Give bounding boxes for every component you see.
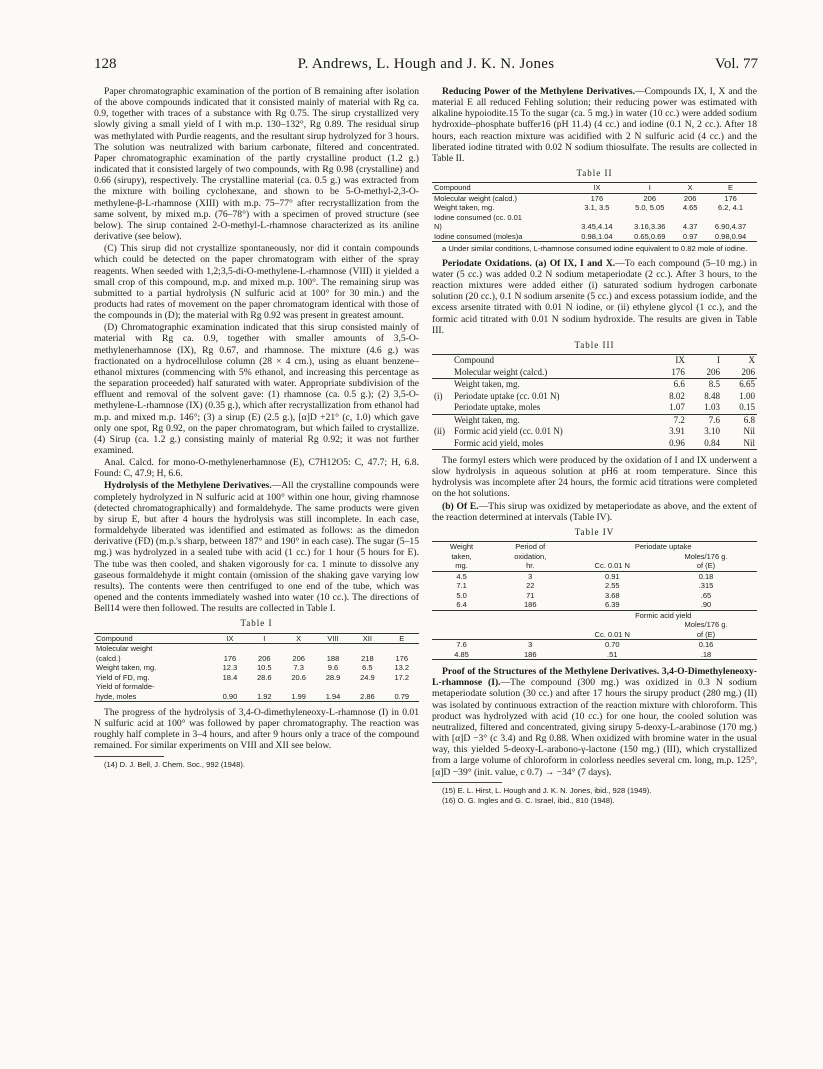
table-header-row [432,183,757,194]
table-row [432,203,757,213]
cell: 4.5 [456,571,467,581]
cell: 9.6 [327,663,339,672]
cell: 28.9 [325,672,341,682]
cell: 3.68 [604,590,620,600]
header-cell: Cc. 0.01 N [594,629,630,639]
cell: 8.5 [708,379,720,389]
cell: 7.3 [293,663,304,672]
cell: (calcd.) [96,653,121,663]
cell: 6.65 [739,379,755,389]
table-caption: Table I [240,618,273,629]
section-heading: Reducing Power of the Methylene Derivatives. [442,86,635,97]
paragraph: The progress of the hydrolysis of 3,4-O-dimethyleneoxy-L-rhamnose (I) in 0.01 N sulfuric acid at 100° was followed by paper chromatography. The reaction was roughly half complete in 3–4 hours, and after 9 hours only a trace of the compound remained. For similar experiments on VIII and XII see below. [94,707,419,752]
header-cell: IX [593,183,601,193]
cell: 206 [292,653,305,663]
cell: 206 [741,366,755,377]
paragraph-body: —The compound (300 mg.) was oxidized in 0.3 N sodium metaperiodate solution (30 cc.) and after 17 hours the sirupy product (280 mg.) (II) was isolated by continuous extraction of the reaction mixture with chloroform. This product was hydrolyzed with acid (10 cc.) for one hour, the cooled solution was neutralized, filtered and concentrated, giving sirupy 5-deoxy-L-arabinose (170 mg.) with [α]D −3° (c 3.4) and Rg 0.88. When oxidized with bromine water in the usual way, this yielded 5-deoxy-L-arabono-γ-lactone (150 mg.) (III), which crystallized from a large volume of chloroform in colorless needles several cm. long, m.p. 125°, [α]D −39° (init. value, c 0.7) → −34° (7 days). [432,677,757,778]
cell: Periodate uptake (cc. 0.01 N) [454,390,560,401]
header-line: of (E) [696,629,716,639]
table-row [94,644,419,654]
cell: Formic acid yield (cc. 0.01 N) [454,426,563,436]
table-row [432,591,757,601]
right-column [432,86,757,807]
footnote-divider [94,756,164,757]
table-header-row [432,542,757,552]
cell: 7.6 [456,640,467,650]
cell: 4.85 [454,649,469,659]
cell: Weight taken, mg. [454,414,520,425]
cell: .51 [607,649,618,659]
cell: 7.6 [708,414,720,425]
header-cell: Compound [454,355,495,365]
cell: 176 [223,653,237,663]
table-row [94,654,419,664]
cell: 176 [724,193,737,203]
table-row [94,692,419,702]
running-header [94,56,758,76]
cell: 8.48 [704,390,720,401]
header-cell: I [716,355,720,365]
cell: Nil [743,426,755,436]
cell: 3 [528,571,533,581]
table-row [94,682,419,692]
cell: 176 [590,193,604,203]
paragraph: (C) This sirup did not crystallize spontaneously, nor did it contain compounds which could be detected on the paper chromatogram with either of the spray reagents. When seeded with 1,2;3,5-di-O-methylene-L-rhamnose (VIII) it yielded a small crop of this compound, m.p. and mixed m.p. 100°. The remaining sirup was submitted to a partial hydrolysis (N sulfuric acid at 100° for 30 min.) and the products had rates of movement on the paper chromatogram identical with those of the compounds in (D); the material with Rg 0.92 was present in greatest amount. [94,243,419,322]
header-cell: XII [362,633,372,643]
cell: 1.92 [257,691,272,701]
table-row [432,193,757,203]
cell: 1.94 [325,691,341,701]
table-caption: Table II [576,168,613,179]
paragraph: (D) Chromatographic examination indicated that this sirup consisted mainly of material with Rg ca. 0.9, together with smaller amounts of 3,5-O-methylenerhamnose (IX), Rg 0.67, and rhamnose. The mixture (4.6 g.) was fractionated on a hydrocellulose column (28 × 4 cm.), using as eluant benzene–ethanol mixtures (commencing with 5% ethanol, and increasing this percentage as the separation proceeded) half saturated with water. Appropriate subdivision of the effluent and removal of the solvent gave: (1) rhamnose (ca. 0.5 g.); (2) 3,5-O-methylene-L-rhamnose (IX) (0.35 g.), which after recrystallization from ethanol had m.p. and mixed m.p. 146°; (3) a sirup (E) (2.5 g.), [α]D +21° (c, 1.0) which gave only one spot, Rg 0.92, on the paper chromatogram, but which failed to crystallize. (4) Sirup (ca. 1.2 g.) consisting mainly of material Rg 0.92; it was not further examined. [94,322,419,456]
table-row [432,438,757,450]
cell: 6.2, 4.1 [718,203,744,213]
cell: 10.5 [257,663,272,672]
cell: 2.55 [604,581,620,591]
cell: 0.90 [222,691,238,701]
cell: 0.98,0.94 [714,231,747,241]
table-4 [432,541,757,660]
cell: 7.1 [456,581,467,591]
header-cell: Formic acid yield [635,610,692,620]
header-cell: I [648,183,651,193]
header-line: Weight [449,542,474,552]
header-line: Period of [515,542,546,552]
table-footnote: a Under similar conditions, L-rhamnose consumed iodine equivalent to 0.82 mole of iodine. [442,244,748,254]
header-cell: VIII [327,633,339,643]
cell: 71 [526,590,535,600]
paragraph [94,480,419,614]
header-cell [491,542,569,572]
cell: 3.91 [669,426,685,436]
cell: 18.4 [222,672,238,682]
table-row [432,367,757,379]
cell: 1.07 [669,402,685,412]
table-subheader-row [432,620,757,640]
table-row [432,581,757,591]
cell: 22 [526,581,535,591]
table-3 [432,354,757,450]
header-cell: IX [226,633,234,643]
cell: 3.1, 3.5 [584,203,610,213]
table-caption: Table III [574,339,615,350]
cell: 176 [671,366,685,377]
header-cell: Periodate uptake [634,542,692,552]
table-row [432,640,757,650]
paragraph-body: —All the crystalline compounds were completely hydrolyzed in N sulfuric acid at 100° within one hour, giving rhamnose (detected chromatographically) and formaldehyde. The same products were given by sirup E, but after 4 hours the hydrolysis was still incomplete. In each case, formaldehyde liberated was identified and estimated as follows: as the dimedon derivative (FD) (m.p.'s sharp, between 187° and 190° in each case). The sugar (5–15 mg.) was hydrolyzed in a sealed tube with acid (1 cc.) for 1 hour (5 hours for E). The tube was then cooled, and shaken vigorously for ca. 1 minute to dissolve any gaseous formaldehyde it might contain (omission of the shaking gave varying low results). The contents were then centrifuged to one end of the tube, which was opened and the contents immediately washed into water (10 cc.). The directions of Bell14 were then followed. The results are collected in Table I. [94,480,419,615]
cell: .90 [700,600,712,610]
cell: 188 [326,653,340,663]
cell: 6.4 [456,600,467,610]
cell: 6.90,4.37 [714,222,747,232]
cell: Yield of FD, mg. [96,672,150,682]
cell: 0.65,0.69 [634,231,666,241]
cell: 4.65 [682,203,698,213]
cell: 17.2 [394,672,410,682]
cell: N) [434,222,442,232]
table-caption: Table IV [574,526,615,537]
header-cell: E [728,183,734,193]
header-cell: X [687,183,693,193]
table-row [432,600,757,610]
cell: 6.6 [673,379,685,389]
cell: 3.10 [704,426,720,436]
cell: 28.6 [257,672,272,682]
header-cell: E [399,633,405,643]
cell: Periodate uptake, moles [454,402,541,412]
left-column [94,86,419,770]
cell: 0.16 [698,640,714,650]
cell: hyde, moles [96,691,137,701]
cell: 0.79 [394,691,410,701]
cell: 0.84 [704,437,720,448]
table-row [432,426,757,438]
cell: 206 [683,193,697,203]
cell: Nil [743,437,755,448]
cell: .18 [700,649,712,659]
paragraph [432,86,757,164]
cell: Molecular weight (calcd.) [454,366,548,377]
header-cell: Compound [96,633,133,643]
cell: 0.91 [604,571,620,581]
cell: 2.86 [360,691,375,701]
table-2 [432,182,757,242]
cell: Weight taken, mg. [96,663,157,672]
header-line: Moles/176 g. [684,551,728,561]
cell: 24.9 [360,672,375,682]
paragraph [432,666,757,778]
cell: 218 [361,653,374,663]
cell: .315 [698,581,714,591]
table-row [432,414,757,426]
cell: 0.96 [669,437,685,448]
page-number: 128 [94,56,117,72]
header-cell: X [296,633,302,643]
table-row [432,222,757,232]
table-row [94,663,419,673]
header-cell: I [263,633,266,643]
cell: 13.2 [394,663,410,672]
cell: 206 [643,193,657,203]
group-label: (ii) [434,426,445,436]
cell: 5.0 [456,590,467,600]
cell: 12.3 [222,663,238,672]
cell: Iodine consumed (cc. 0.01 [434,212,522,222]
cell: Yield of formalde- [96,682,155,691]
cell: 0.70 [604,640,620,650]
table-row [432,379,757,391]
running-authors: P. Andrews, L. Hough and J. K. N. Jones [297,56,555,72]
table-row [432,391,757,403]
section-heading: Hydrolysis of the Methylene Derivatives. [104,480,272,492]
header-cell: Compound [434,183,471,193]
paragraph: Paper chromatographic examination of the portion of B remaining after isolation of the above compounds indicated that it consisted mainly of material with Rg ca. 0.9, together with traces of a substance with Rg 0.75. The sirup crystallized very slowly giving a small yield of I with m.p. 130–132°, Rg 0.89. The residual sirup was methylated with Purdie reagents, and the resultant sirup hydrolyzed for 3 hours. The solution was neutralized with barium carbonate, filtered and concentrated. Paper chromatographic examination of the partly crystalline product (1.2 g.) indicated that it consisted largely of two compounds, with Rg 0.98 (crystalline) and 0.66 (sirupy), respectively. The crystalline material (ca. 0.5 g.) was extracted from the mixture with boiling cyclohexane, and shown to be 5-O-methyl-2,3-O-methylene-β-L-rhamnose (XIII) with m.p. 75–77° after recrystallization from the same solvent, by mixed m.p. (76–78°) with a specimen of proved structure (see below). The sirup contained 2-O-methyl-L-rhamnose characterized as its aniline derivative (see below). [94,86,419,243]
cell: 186 [524,649,537,659]
table-row [94,673,419,683]
cell: 0.15 [739,402,755,412]
paragraph: Anal. Calcd. for mono-O-methylenerhamnose (E), C7H12O5: C, 47.7; H, 6.8. Found: C, 47.9; H, 6.6. [94,457,419,480]
section-heading: Periodate Oxidations. (a) Of IX, I and X. [442,257,616,269]
header-cell [655,552,757,572]
header-line: Moles/176 g. [684,620,728,630]
table-header-row [94,633,419,644]
paragraph-body: —To each compound (5–10 mg.) in water (5 cc.) was added 0.2 N sodium metaperiodate (2 cc.). After 3 hours, to the reaction mixtures were added either (i) saturated sodium hydrogen carbonate solution (20 cc.), 0.1 N sodium arsenite (5 cc.) and excess potassium iodide, and the excess arsenite titrated with 0.01 N iodine, or (ii) ethylene glycol (1 cc.), and the formic acid titrated with 0.01 N sodium hydroxide. The results are given in Table III. [432,257,758,336]
group-label: (i) [434,390,443,401]
section-heading: Proof of the Structures of the Methylene Derivatives. 3,4-O-Dimethyleneoxy-L-rhamnose (I). [432,666,757,689]
cell: Iodine consumed (moles)a [434,231,523,241]
cell: 3.45,4.14 [581,222,613,232]
cell: Formic acid yield, moles [454,437,544,448]
header-line: hr. [526,561,535,571]
cell: .65 [700,590,712,600]
header-line: taken, [451,551,472,561]
table-1 [94,633,419,703]
paragraph-body: —Compounds IX, I, X and the material E all reduced Fehling solution; their reducing power was estimated with alkaline hypoiodite.15 To the sugar (ca. 5 mg.) in water (10 cc.) were added sodium hydroxide–phosphate buffer16 (pH 11.4) (4 cc.) and iodine (0.1 N, 2 cc.). After 18 hours, each reaction mixture was acidified with 2 N sulfuric acid (4 cc.) and the liberated iodine titrated with 0.02 N sodium thiosulfate. The results are collected in Table II. [432,86,757,164]
cell: 3 [528,640,533,650]
header-cell: IX [675,355,685,365]
cell: 0.98,1.04 [581,231,613,241]
header-cell: X [748,355,755,365]
cell: 4.37 [682,222,698,232]
cell: 186 [524,600,537,610]
cell: 5.0, 5.05 [635,203,665,213]
header-line: oxidation, [514,551,547,561]
header-line: of (E) [696,561,716,571]
cell: 3.16,3.36 [634,222,666,232]
volume-label: Vol. 77 [714,56,758,72]
cell: Weight taken, mg. [434,203,495,213]
header-cell [655,620,757,640]
table-row [432,402,757,414]
cell: 20.6 [291,672,306,682]
table-row [432,213,757,223]
table-subheader-row [432,610,757,620]
section-heading: (b) Of E. [442,500,479,512]
table-row [432,232,757,242]
cell: 0.97 [682,231,698,241]
cell: Weight taken, mg. [454,379,520,389]
cell: 0.18 [698,571,714,581]
footnote: (14) D. J. Bell, J. Chem. Soc., 992 (1948). [104,759,245,769]
cell: Molecular weight [96,644,153,653]
paragraph [432,258,757,336]
table-row [432,571,757,581]
cell: 176 [395,653,409,663]
header-cell: Cc. 0.01 N [594,561,630,571]
cell: 6.8 [743,414,755,425]
footnote: (16) O. G. Ingles and G. C. Israel, ibid., 810 (1948). [442,796,615,806]
cell: 206 [706,366,720,377]
cell: 206 [258,653,271,663]
paragraph: The formyl esters which were produced by the oxidation of I and IX underwent a slow hydrolysis in aqueous solution at pH6 at room temperature. Since this hydrolysis was incomplete after 24 hours, the formic acid titrations were completed on the hot solutions. [432,455,757,500]
paragraph [432,501,757,523]
cell: 1.00 [739,390,755,401]
footnote: (15) E. L. Hirst, L. Hough and J. K. N. Jones, ibid., 928 (1949). [442,785,652,795]
cell: 6.39 [604,600,620,610]
paragraph-body: —This sirup was oxidized by metaperiodate as above, and the extent of the reaction determined at intervals (Table IV). [432,500,757,523]
cell: 8.02 [669,390,685,401]
table-row [432,650,757,660]
header-cell [432,542,491,572]
cell: 7.2 [673,414,685,425]
cell: 1.99 [291,691,306,701]
footnote-divider [432,782,502,783]
cell: 6.5 [362,663,373,672]
cell: Molecular weight (calcd.) [434,193,517,203]
header-line: mg. [455,561,468,571]
table-header-row [432,355,757,367]
cell: 1.03 [704,402,720,412]
